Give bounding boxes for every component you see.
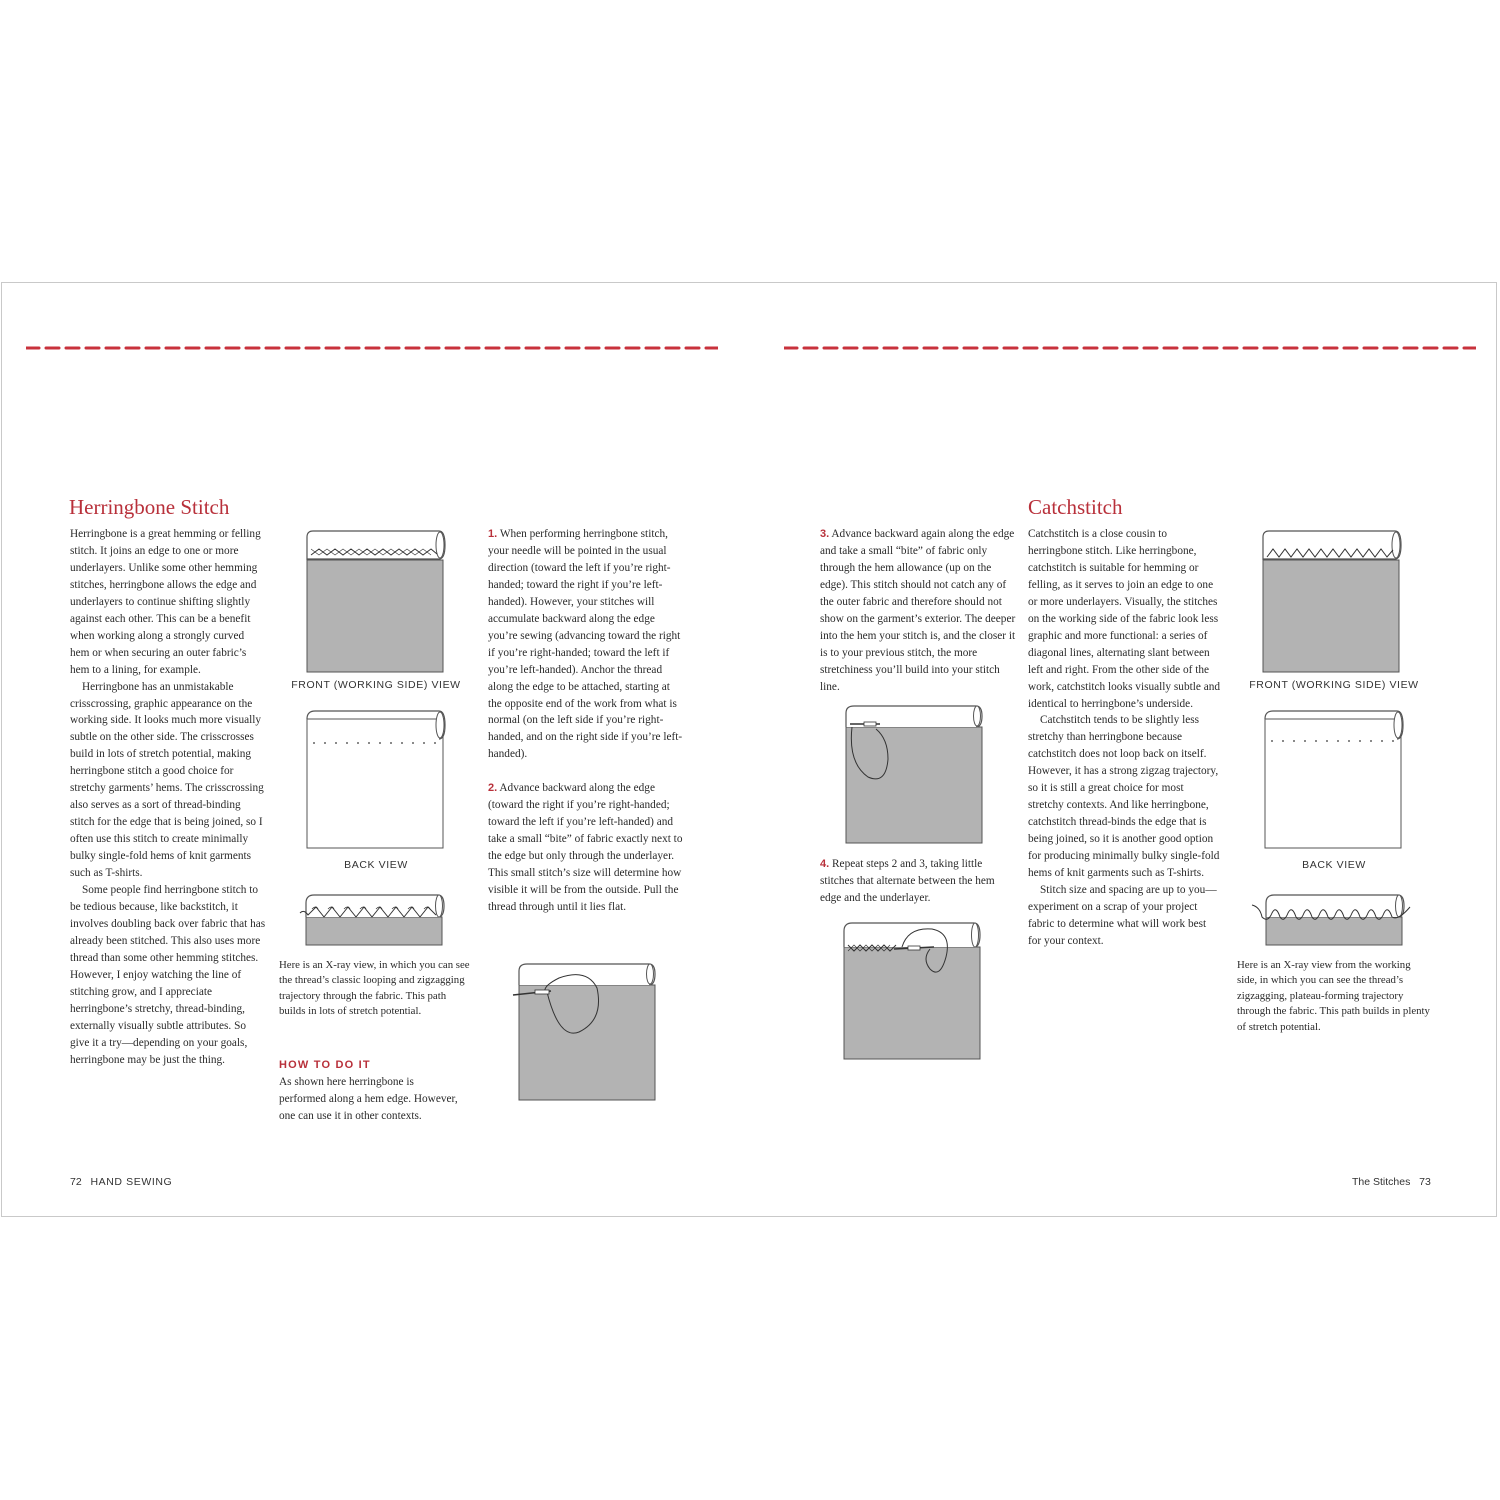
herringbone-steps-continued	[820, 526, 1016, 696]
xray-caption: Here is an X-ray view, in which you can see the thread’s classic looping and zigzagging trajectory through the fabric. This path builds in lots of stretch potential.	[279, 959, 470, 1018]
herringbone-steps	[488, 526, 684, 916]
step-number: 1.	[488, 528, 498, 540]
xray-caption: Here is an X-ray view from the working side, in which you can see the thread’s zigzagging, plateau-forming trajectory through the fabric. This path builds in plenty of stretch potential.	[1237, 959, 1430, 1033]
catchstitch-back-illustration	[1257, 707, 1409, 851]
step-4-block	[820, 856, 1006, 907]
needle-step-illustration	[509, 960, 659, 1102]
step-text: Advance backward along the edge (toward the right if you’re right-handed; toward the left if you’re left-handed) and take a small “bite” of fabric exactly next to the edge but only through the underlayer. This small stitch’s size will determine how visible it will be from the outside. Pull the thread through until it lies flat.	[488, 782, 683, 914]
intro-paragraph: Catchstitch tends to be slightly less stretchy than herringbone because catchstitch does not loop back on itself. However, it has a strong zigzag trajectory, so it is still a great choice for most stretchy contexts. And like herringbone, catchstitch thread-binds the edge that is being joined, so it is another good option for producing minimally bulky single-fold hems of knit garments such as T-shirts.	[1028, 714, 1220, 880]
how-to-section	[279, 1038, 459, 1125]
step-3	[820, 526, 1016, 696]
herringbone-title: Herringbone Stitch	[69, 495, 230, 519]
back-view-caption: BACK VIEW	[344, 859, 408, 871]
step-number: 3.	[820, 528, 830, 540]
herringbone-xray-illustration	[296, 891, 452, 947]
intro-paragraph: Herringbone has an unmistakable crisscrossing, graphic appearance on the working side. It looks much more visually subtle on the other side. The crisscrosses build in lots of stretch potential, making herringbone stitch a good choice for stretchy garments’ hems. The crisscrossing also serves as a sort of thread-binding stitch for the edge that is being joined, so I often use this stitch to create minimally bulky single-fold hems of knit garments such as T-shirts.	[70, 680, 264, 880]
back-view-caption: BACK VIEW	[1302, 859, 1366, 871]
how-to-text: As shown here herringbone is performed along a hem edge. However, one can use it in other contexts.	[279, 1075, 458, 1122]
stitch-divider-right-icon	[784, 345, 1476, 351]
running-head: HAND SEWING	[90, 1176, 173, 1188]
front-view-caption: FRONT (WORKING SIDE) VIEW	[291, 679, 461, 691]
how-to-heading: HOW TO DO IT	[279, 1059, 371, 1071]
herringbone-front-illustration	[299, 525, 451, 673]
catchstitch-xray-illustration	[1248, 891, 1414, 947]
step-4-illustration	[836, 919, 986, 1061]
left-folio	[70, 1176, 172, 1188]
step-3-illustration	[838, 703, 988, 845]
intro-paragraph: Some people find herringbone stitch to be tedious because, like backstitch, it involves doubling back over fabric that has already been stitched. This also uses more thread than some other hemming stitches. However, I enjoy watching the line of stitching grow, and I appreciate herringbone’s stretchy, thread-binding, externally visually subtle attributes. So give it a try—depending on your goals, herringbone may be just the thing.	[70, 884, 266, 1066]
step-text: Repeat steps 2 and 3, taking little stitches that alternate between the hem edge and the underlayer.	[820, 858, 995, 904]
herringbone-back-illustration	[299, 707, 451, 851]
book-spread	[1, 282, 1497, 1217]
step-4	[820, 856, 1006, 907]
catchstitch-front-illustration	[1255, 525, 1407, 673]
step-2	[488, 780, 684, 916]
intro-paragraph: Catchstitch is a close cousin to herringbone stitch. Like herringbone, catchstitch is suitable for hemming or felling, as it serves to join an edge to one or more underlayers. Visually, the stitches on the working side of the fabric look less graphic and more functional: a series of diagonal lines, alternating slant between left and right. From the other side of the work, catchstitch looks visually subtle and identical to herringbone’s underside.	[1028, 528, 1221, 710]
running-head: The Stitches	[1352, 1176, 1411, 1188]
stitch-divider-left-icon	[26, 345, 718, 351]
step-1	[488, 526, 684, 763]
step-text: When performing herringbone stitch, your needle will be pointed in the usual direction (toward the left if you’re right-handed; toward the right if you’re left-handed). However, your stitches will accumulate backward along the edge you’re sewing (advancing toward the right if you’re right-handed; toward the left if you’re left-handed). Anchor the thread along the edge to be attached, starting at the opposite end of the work from what is normal (on the left side if you’re right-handed, and on the right side if you’re left-handed).	[488, 528, 683, 761]
front-view-caption: FRONT (WORKING SIDE) VIEW	[1249, 679, 1419, 691]
intro-paragraph: Herringbone is a great hemming or felling stitch. It joins an edge to one or more underlayers. Unlike some other hemming stitches, herringbone allows the edge and underlayers to continue shifting slightly against each other. This can be a benefit when working along a strongly curved hem or when securing an outer fabric’s hem to a lining, for example.	[70, 528, 261, 676]
catchstitch-title: Catchstitch	[1028, 495, 1123, 519]
step-text: Advance backward again along the edge and take a small “bite” of fabric only through the hem allowance (up on the edge). This stitch should not catch any of the outer fabric and therefore should not show on the garment’s exterior. The deeper into the hem your stitch is, and the closer it is to your previous stitch, the more stretchiness you’ll build into your stitch line.	[820, 528, 1016, 693]
step-number: 4.	[820, 858, 830, 870]
catchstitch-intro	[1028, 526, 1220, 950]
right-folio	[1352, 1176, 1431, 1188]
step-number: 2.	[488, 782, 498, 795]
intro-paragraph: Stitch size and spacing are up to you—experiment on a scrap of your project fabric to determine what will work best for your context.	[1028, 884, 1217, 947]
page-number: 73	[1419, 1176, 1431, 1188]
herringbone-intro	[70, 526, 266, 1069]
page-number: 72	[70, 1176, 82, 1188]
